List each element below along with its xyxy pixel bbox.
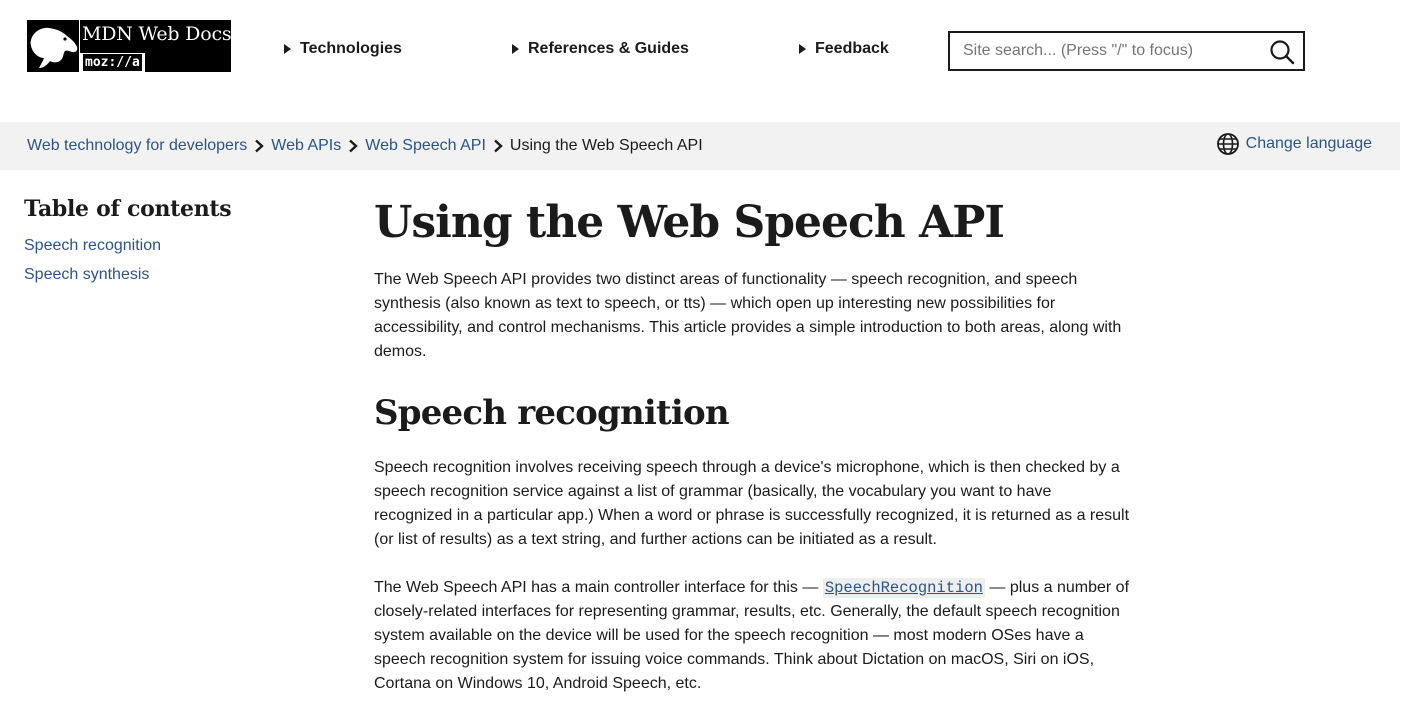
- breadcrumb-link-web-speech-api[interactable]: Web Speech API: [365, 137, 486, 154]
- breadcrumb: [27, 137, 703, 155]
- change-language-label: Change language: [1245, 135, 1372, 152]
- triangle-right-icon: [284, 44, 291, 54]
- section-heading-speech-recognition: Speech recognition: [374, 393, 729, 433]
- site-header: [0, 0, 1403, 122]
- intro-paragraph: The Web Speech API provides two distinct areas of functionality — speech recognition, and speech synthesis (also known as text to speech, or tts) — which open up interesting new possibilities for accessibility, and control mechanisms. This article provides a simple introduction to both areas, along with demos.: [374, 271, 1122, 360]
- speech-recognition-paragraph-1: Speech recognition involves receiving speech through a device's microphone, which is then checked by a speech recognition service against a list of grammar (basically, the vocabulary you want to have recognized in a particular app.) When a word or phrase is successfully recognized, it is returned as a result (or list of results) as a text string, and further actions can be initiated as a result.: [374, 459, 1130, 548]
- mozilla-wordmark: moz://a: [85, 55, 140, 70]
- table-of-contents: [24, 196, 231, 294]
- dino-logo-icon: [27, 20, 80, 72]
- chevron-right-icon: [492, 139, 504, 153]
- article: [374, 196, 1134, 696]
- nav-technologies[interactable]: [284, 40, 402, 58]
- search-button[interactable]: [1269, 39, 1295, 65]
- nav-label: Feedback: [815, 40, 889, 57]
- logo-title: MDN Web Docs: [82, 23, 232, 45]
- triangle-right-icon: [799, 44, 806, 54]
- search-box: [948, 31, 1305, 71]
- toc-link-speech-synthesis[interactable]: Speech synthesis: [24, 266, 150, 283]
- speech-recognition-paragraph-2: The Web Speech API has a main controller interface for this — SpeechRecognition — plus a number of closely-related interfaces for representing grammar, results, etc. Generally, the default speech recognition system available on the device will be used for the speech recognition — most modern OSes have a speech recognition system for issuing voice commands. Think about Dictation on macOS, Siri on iOS, Cortana on Windows 10, Android Speech, etc.: [374, 579, 1130, 692]
- speechrecognition-link[interactable]: SpeechRecognition: [824, 579, 983, 597]
- breadcrumb-bar: [0, 122, 1400, 170]
- globe-icon: [1216, 132, 1240, 156]
- triangle-right-icon: [512, 44, 519, 54]
- toc-item: [24, 236, 231, 255]
- change-language-button[interactable]: [1216, 132, 1372, 156]
- breadcrumb-link-web-technology[interactable]: Web technology for developers: [27, 137, 248, 154]
- toc-title: Table of contents: [24, 196, 232, 222]
- nav-feedback[interactable]: [799, 40, 889, 58]
- nav-label: Technologies: [300, 40, 402, 57]
- search-icon: [1269, 39, 1295, 65]
- breadcrumb-current: Using the Web Speech API: [509, 137, 703, 154]
- chevron-right-icon: [253, 139, 265, 153]
- chevron-right-icon: [347, 139, 359, 153]
- breadcrumb-link-web-apis[interactable]: Web APIs: [271, 137, 342, 154]
- search-input[interactable]: [950, 33, 1260, 69]
- mdn-logo[interactable]: [27, 20, 231, 72]
- nav-label: References & Guides: [528, 40, 689, 57]
- page-title: Using the Web Speech API: [374, 197, 1004, 248]
- toc-item: [24, 265, 231, 284]
- nav-references-guides[interactable]: [512, 40, 689, 58]
- toc-link-speech-recognition[interactable]: Speech recognition: [24, 237, 161, 254]
